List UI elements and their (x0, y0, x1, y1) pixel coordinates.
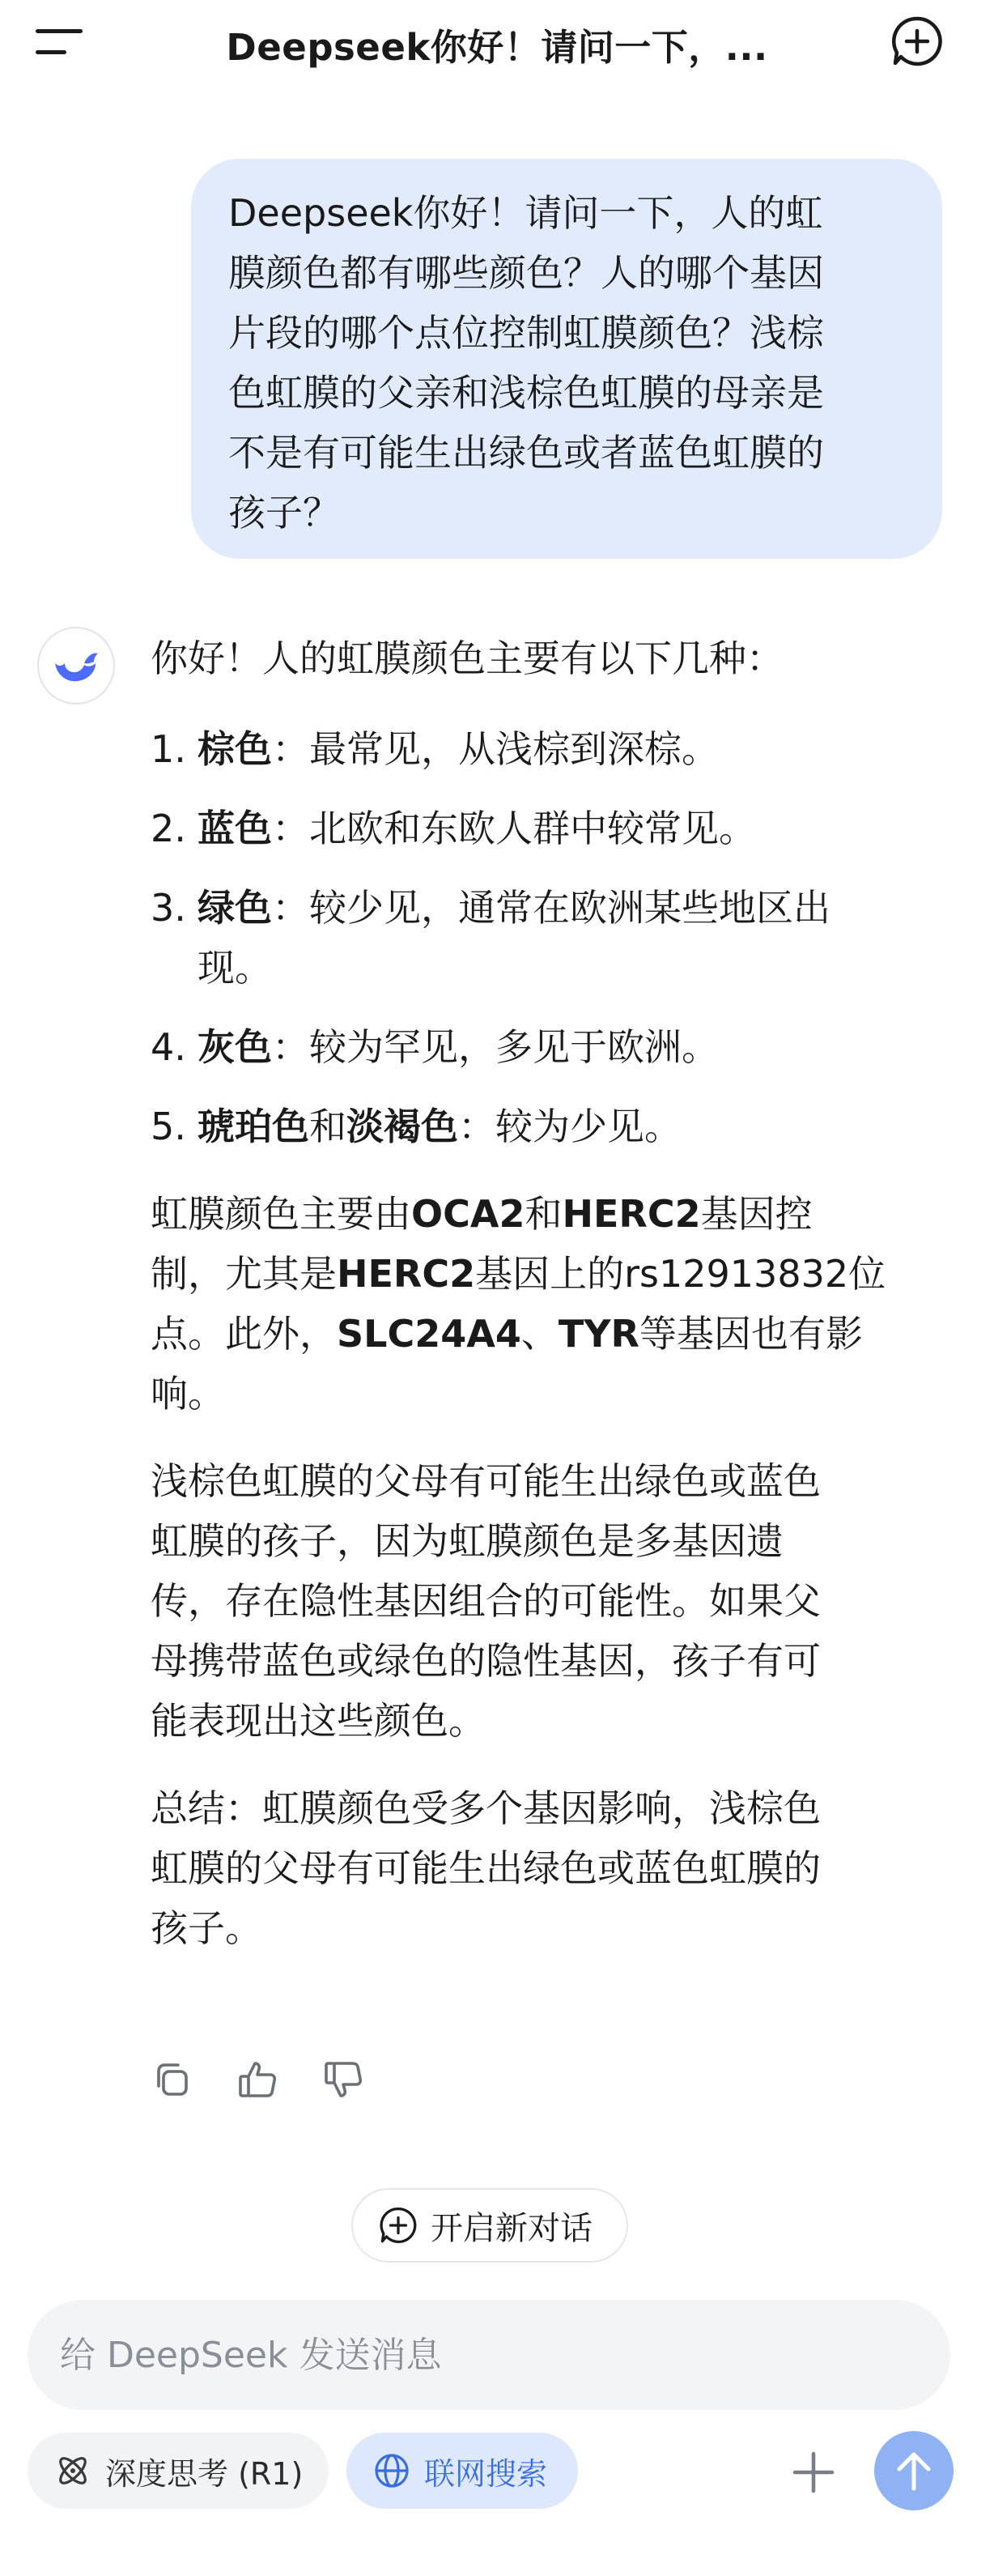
composer-toolbar (0, 2433, 994, 2509)
paragraph-line (151, 1184, 952, 1244)
message-input-container (28, 2300, 950, 2410)
list-item-connector: 和 (309, 1105, 346, 1148)
iris-color-list (151, 719, 952, 1156)
text-run: 点。此外， (151, 1312, 337, 1356)
list-item-text: ：较为罕见，多见于欧洲。 (272, 1025, 719, 1069)
user-message-line: 孩子？ (228, 491, 340, 534)
list-item-bold: 绿色 (198, 886, 272, 930)
text-run: 虹膜颜色主要由 (151, 1192, 411, 1236)
list-item-bold: 琥珀色 (198, 1105, 309, 1148)
new-chat-plus-icon[interactable] (890, 15, 944, 68)
paragraph-line: 浅棕色虹膜的父母有可能生出绿色或蓝色 (151, 1459, 821, 1503)
user-message-line: Deepseek你好！请问一下，人的虹 (228, 191, 823, 235)
list-item-text: ：较少见，通常在欧洲某些地区出 (272, 886, 830, 930)
user-message-line: 不是有可能生出绿色或者蓝色虹膜的 (228, 431, 824, 475)
user-message-line: 色虹膜的父亲和浅棕色虹膜的母亲是 (228, 371, 824, 415)
list-number: 2. (151, 807, 186, 850)
list-item-text: ：较为少见。 (458, 1105, 682, 1148)
text-run: 等基因也有影 (639, 1312, 863, 1356)
paragraph-line: 虹膜的孩子，因为虹膜颜色是多基因遗 (151, 1519, 784, 1563)
list-number: 1. (151, 727, 186, 771)
thumbs-up-icon[interactable] (236, 2059, 278, 2101)
new-conversation-button[interactable] (351, 2188, 628, 2263)
message-actions (151, 2059, 364, 2101)
new-chat-plus-icon (379, 2206, 418, 2245)
assistant-message (151, 628, 952, 1958)
deepseek-whale-icon (37, 627, 115, 705)
list-item-text-continued: 现。 (198, 946, 272, 990)
list-item (151, 798, 952, 858)
answer-intro: 你好！人的虹膜颜色主要有以下几种： (151, 637, 784, 680)
paragraph-line: 母携带蓝色或绿色的隐性基因，孩子有可 (151, 1639, 821, 1683)
list-item (151, 1096, 952, 1156)
list-item-text: ：最常见，从浅棕到深棕。 (272, 727, 719, 771)
menu-icon[interactable] (36, 26, 87, 58)
list-item-bold: 蓝色 (198, 807, 272, 850)
user-message-line: 片段的哪个点位控制虹膜颜色？浅棕 (228, 311, 824, 355)
list-number: 5. (151, 1105, 186, 1148)
conversation-title: Deepseek你好！请问一下，... (226, 26, 768, 69)
gene-name: HERC2 (337, 1252, 476, 1296)
user-message-bubble (191, 159, 942, 559)
user-message-line: 膜颜色都有哪些颜色？人的哪个基因 (228, 251, 824, 295)
text-run: 基因控 (700, 1192, 813, 1236)
text-run: 基因上的rs12913832位 (475, 1252, 886, 1296)
deep-think-toggle[interactable] (28, 2433, 329, 2509)
list-number: 4. (151, 1025, 186, 1069)
thumbs-down-icon[interactable] (322, 2059, 364, 2101)
new-conversation-label: 开启新对话 (431, 2209, 593, 2247)
send-button[interactable] (874, 2431, 954, 2510)
arrow-up-icon (894, 2450, 933, 2492)
paragraph-line: 响。 (151, 1372, 225, 1416)
list-item-text: ：北欧和东欧人群中较常见。 (272, 807, 756, 850)
text-run: 和 (525, 1192, 563, 1236)
top-bar (0, 0, 994, 81)
list-number: 3. (151, 886, 186, 930)
web-search-toggle[interactable] (346, 2433, 578, 2509)
globe-icon (372, 2451, 411, 2490)
gene-name: OCA2 (411, 1192, 525, 1236)
copy-icon[interactable] (151, 2059, 193, 2101)
atom-icon (53, 2451, 92, 2490)
text-run: 、 (520, 1312, 559, 1356)
paragraph-line: 孩子。 (151, 1906, 262, 1950)
deep-think-label: 深度思考 (R1) (105, 2455, 304, 2492)
gene-paragraph (151, 1184, 952, 1424)
parents-paragraph (151, 1451, 952, 1751)
paragraph-line: 虹膜的父母有可能生出绿色或蓝色虹膜的 (151, 1846, 821, 1890)
list-item (151, 878, 952, 998)
message-input[interactable] (60, 2335, 950, 2376)
paragraph-line (151, 1304, 952, 1364)
paragraph-line (151, 1244, 952, 1304)
list-item-bold: 棕色 (198, 727, 272, 771)
text-run: 制，尤其是 (151, 1252, 337, 1296)
paragraph-line: 总结：虹膜颜色受多个基因影响，浅棕色 (151, 1786, 821, 1830)
web-search-label: 联网搜索 (424, 2455, 548, 2492)
paragraph-line: 传，存在隐性基因组合的可能性。如果父 (151, 1579, 821, 1623)
list-item-bold: 灰色 (198, 1025, 272, 1069)
gene-name: TYR (558, 1312, 639, 1356)
paragraph-line: 能表现出这些颜色。 (151, 1699, 486, 1743)
summary-paragraph (151, 1778, 952, 1958)
list-item (151, 719, 952, 779)
attach-plus-icon[interactable] (792, 2450, 835, 2494)
list-item (151, 1017, 952, 1077)
gene-name: SLC24A4 (337, 1312, 521, 1356)
gene-name: HERC2 (562, 1192, 701, 1236)
list-item-bold: 淡褐色 (346, 1105, 458, 1148)
